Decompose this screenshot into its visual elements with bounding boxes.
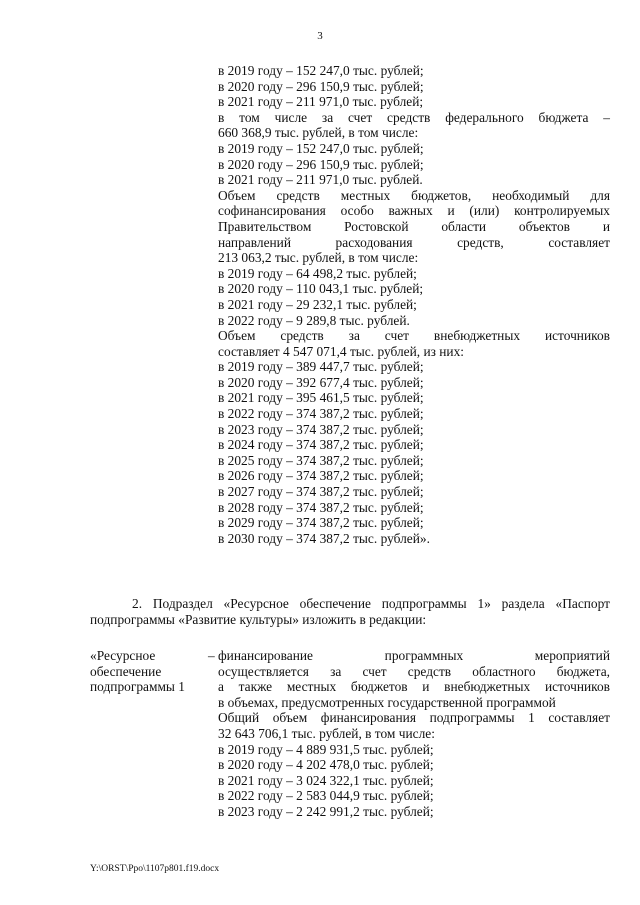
line: в 2021 году – 29 232,1 тыс. рублей; bbox=[218, 296, 417, 312]
resource-description bbox=[218, 648, 610, 820]
line: в 2019 году – 152 247,0 тыс. рублей; bbox=[218, 63, 424, 78]
amendment-line-1: 2. Подраздел «Ресурсное обеспечение подпрограммы 1» раздела «Паспорт bbox=[132, 596, 610, 611]
line: в 2023 году – 374 387,2 тыс. рублей; bbox=[218, 421, 424, 437]
line: в 2019 году – 152 247,0 тыс. рублей; bbox=[218, 140, 424, 156]
line: в 2029 году – 374 387,2 тыс. рублей; bbox=[218, 515, 424, 531]
line: в объемах, предусмотренных государственной программой bbox=[218, 694, 556, 710]
line: в 2023 году – 2 242 991,2 тыс. рублей; bbox=[218, 803, 434, 819]
line: софинансирования особо важных и (или) контролируемых bbox=[218, 203, 610, 219]
line: 213 063,2 тыс. рублей, в том числе: bbox=[218, 250, 419, 266]
line: составляет 4 547 071,4 тыс. рублей, из них: bbox=[218, 343, 465, 359]
line: в 2019 году – 64 498,2 тыс. рублей; bbox=[218, 265, 417, 281]
line: Объем средств местных бюджетов, необходимый для bbox=[218, 187, 610, 203]
line: в 2019 году – 4 889 931,5 тыс. рублей; bbox=[218, 741, 434, 757]
label-dash: – bbox=[208, 648, 215, 663]
page-number: 3 bbox=[317, 30, 323, 42]
line: в 2021 году – 211 971,0 тыс. рублей; bbox=[218, 94, 424, 110]
line: направлений расходования средств, составляет bbox=[218, 234, 610, 250]
line: в 2027 году – 374 387,2 тыс. рублей; bbox=[218, 484, 424, 500]
line: в 2020 году – 110 043,1 тыс. рублей; bbox=[218, 281, 424, 297]
label-line: обеспечение bbox=[90, 663, 162, 679]
line: в 2020 году – 4 202 478,0 тыс. рублей; bbox=[218, 757, 434, 773]
line: в 2021 году – 395 461,5 тыс. рублей; bbox=[218, 390, 424, 406]
line: в 2020 году – 296 150,9 тыс. рублей; bbox=[218, 156, 424, 172]
line: в 2020 году – 392 677,4 тыс. рублей; bbox=[218, 374, 424, 390]
label-line: подпрограммы 1 bbox=[90, 679, 185, 695]
funding-continuation bbox=[218, 63, 610, 546]
line: в 2022 году – 374 387,2 тыс. рублей; bbox=[218, 406, 424, 422]
line: в 2030 году – 374 387,2 тыс. рублей». bbox=[218, 530, 430, 546]
amendment-paragraph bbox=[90, 596, 610, 628]
line: финансирование программных мероприятий bbox=[218, 648, 610, 663]
line: в 2022 году – 2 583 044,9 тыс. рублей; bbox=[218, 788, 434, 804]
line: Правительством Ростовской области объектов и bbox=[218, 218, 610, 234]
line: в 2021 году – 211 971,0 тыс. рублей. bbox=[218, 172, 423, 188]
line: а также местных бюджетов и внебюджетных источников bbox=[218, 679, 610, 695]
line: в 2021 году – 3 024 322,1 тыс. рублей; bbox=[218, 772, 434, 788]
line: в 2019 году – 389 447,7 тыс. рублей; bbox=[218, 359, 424, 375]
line: в 2024 году – 374 387,2 тыс. рублей; bbox=[218, 437, 424, 453]
file-path-footer: Y:\ORST\Ppo\1107p801.f19.docx bbox=[90, 864, 220, 874]
line: осуществляется за счет средств областного бюджета, bbox=[218, 663, 610, 679]
line: в 2022 году – 9 289,8 тыс. рублей. bbox=[218, 312, 410, 328]
line: в 2026 году – 374 387,2 тыс. рублей; bbox=[218, 468, 424, 484]
line: в том числе за счет средств федерального бюджета – bbox=[218, 109, 610, 125]
line: 660 368,9 тыс. рублей, в том числе: bbox=[218, 125, 419, 141]
line: Объем средств за счет внебюджетных источников bbox=[218, 328, 610, 344]
line: в 2028 году – 374 387,2 тыс. рублей; bbox=[218, 499, 424, 515]
line: Общий объем финансирования подпрограммы 1 составляет bbox=[218, 710, 610, 726]
label-line: «Ресурсное bbox=[90, 648, 156, 663]
line: в 2020 году – 296 150,9 тыс. рублей; bbox=[218, 78, 424, 94]
line: 32 643 706,1 тыс. рублей, в том числе: bbox=[218, 725, 435, 741]
amendment-line-2: подпрограммы «Развитие культуры» изложить в редакции: bbox=[90, 612, 427, 627]
resource-label bbox=[90, 648, 200, 695]
line: в 2025 году – 374 387,2 тыс. рублей; bbox=[218, 452, 424, 468]
